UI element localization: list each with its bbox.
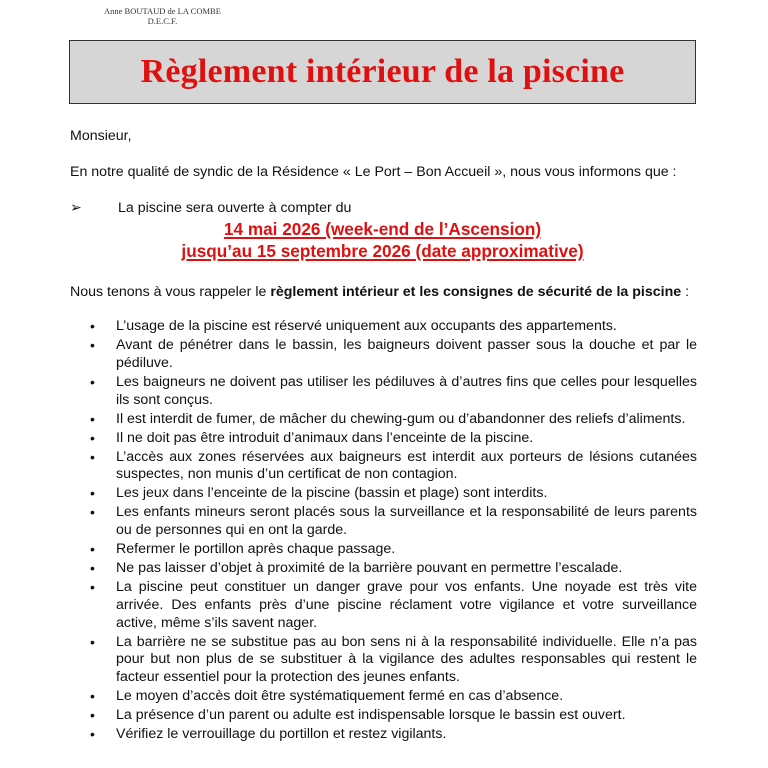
reminder-prefix: Nous tenons à vous rappeler le <box>70 284 271 300</box>
list-item <box>70 485 697 503</box>
bullet-icon: • <box>90 726 95 743</box>
rule-text: Le moyen d’accès doit être systématiquement fermé en cas d’absence. <box>116 688 564 705</box>
reminder-paragraph <box>70 284 697 302</box>
bullet-icon: • <box>90 579 95 596</box>
bullet-icon: • <box>90 541 95 558</box>
list-item <box>70 337 697 373</box>
rule-text: Les enfants mineurs seront placés sous la surveillance et la responsabilité de leurs parents ou de personnes qui en ont la garde. <box>116 504 697 539</box>
list-item <box>70 634 697 687</box>
list-item <box>70 541 697 559</box>
opening-line <box>70 200 697 218</box>
bullet-icon: • <box>90 560 95 577</box>
bullet-icon: • <box>90 633 95 650</box>
list-item <box>70 318 697 336</box>
author-header <box>104 6 221 26</box>
list-item <box>70 560 697 578</box>
bullet-icon: • <box>90 373 95 390</box>
rule-text: L’usage de la piscine est réservé uniquement aux occupants des appartements. <box>116 318 617 334</box>
date-start: 14 mai 2026 (week-end de l’Ascension) <box>223 219 542 239</box>
rules-list <box>70 318 697 745</box>
title-box <box>69 40 696 104</box>
list-item <box>70 688 697 706</box>
bullet-icon: • <box>90 485 95 502</box>
date-start-line <box>69 218 696 240</box>
bullet-icon: • <box>90 448 95 465</box>
bullet-icon: • <box>90 707 95 724</box>
rule-text: L’accès aux zones réservées aux baigneurs est interdit aux porteurs de lésions cutanées suspectes, non munis d’un certificat de non contagion. <box>116 448 697 483</box>
rule-text: Il est interdit de fumer, de mâcher du chewing-gum ou d’abandonner des reliefs d’aliments. <box>116 410 686 427</box>
rule-text: Ne pas laisser d’objet à proximité de la barrière pouvant en permettre l’escalade. <box>116 560 623 577</box>
list-item <box>70 579 697 632</box>
bullet-icon: • <box>90 410 95 427</box>
rule-text: Les baigneurs ne doivent pas utiliser les pédiluves à d’autres fins que celles pour lesquelles ils sont conçus. <box>116 373 697 408</box>
rule-text: Avant de pénétrer dans le bassin, les baigneurs doivent passer sous la douche et par le pédiluve. <box>116 336 697 371</box>
list-item <box>70 430 697 448</box>
rule-text: Refermer le portillon après chaque passage. <box>116 541 396 558</box>
list-item <box>70 707 697 725</box>
rule-text: La barrière ne se substitue pas au bon sens ni à la responsabilité individuelle. Elle n’a pas pour but non plus de se substituer à la vigilance des adultes responsables qui restent le facteur essentiel pour la protection des jeunes enfants. <box>116 633 697 686</box>
date-end-line <box>69 240 696 262</box>
bullet-icon: • <box>90 336 95 353</box>
reminder-bold: règlement intérieur et les consignes de sécurité de la piscine <box>270 284 682 300</box>
bullet-icon: • <box>90 688 95 705</box>
page-title: Règlement intérieur de la piscine <box>140 53 625 90</box>
bullet-icon: • <box>90 504 95 521</box>
intro-paragraph: En notre qualité de syndic de la Résidence « Le Port – Bon Accueil », nous vous informons que : <box>70 164 677 180</box>
list-item <box>70 449 697 485</box>
arrow-bullet-icon: ➢ <box>70 200 82 216</box>
date-end: jusqu’au 15 septembre 2026 (date approximative) <box>181 241 584 261</box>
rule-text: Il ne doit pas être introduit d’animaux dans l’enceinte de la piscine. <box>116 429 534 446</box>
rule-text: La piscine peut constituer un danger grave pour vos enfants. Une noyade est très vite arrivée. Des enfants près d’une piscine réclament votre vigilance et votre surveillance active, même s’ils savent nager. <box>116 579 697 631</box>
opening-text: La piscine sera ouverte à compter du <box>118 200 352 216</box>
reminder-suffix: : <box>681 284 690 300</box>
rule-text: Vérifiez le verrouillage du portillon et restez vigilants. <box>116 726 447 743</box>
author-credential: D.E.C.F. <box>147 16 178 26</box>
bullet-icon: • <box>90 429 95 446</box>
greeting: Monsieur, <box>70 128 132 144</box>
list-item <box>70 411 697 429</box>
rule-text: Les jeux dans l’enceinte de la piscine (bassin et plage) sont interdits. <box>116 485 548 502</box>
author-name: Anne BOUTAUD de LA COMBE <box>104 6 221 16</box>
list-item <box>70 726 697 744</box>
bullet-icon: • <box>90 318 95 334</box>
list-item <box>70 374 697 410</box>
list-item <box>70 504 697 540</box>
rule-text: La présence d’un parent ou adulte est indispensable lorsque le bassin est ouvert. <box>116 707 626 724</box>
